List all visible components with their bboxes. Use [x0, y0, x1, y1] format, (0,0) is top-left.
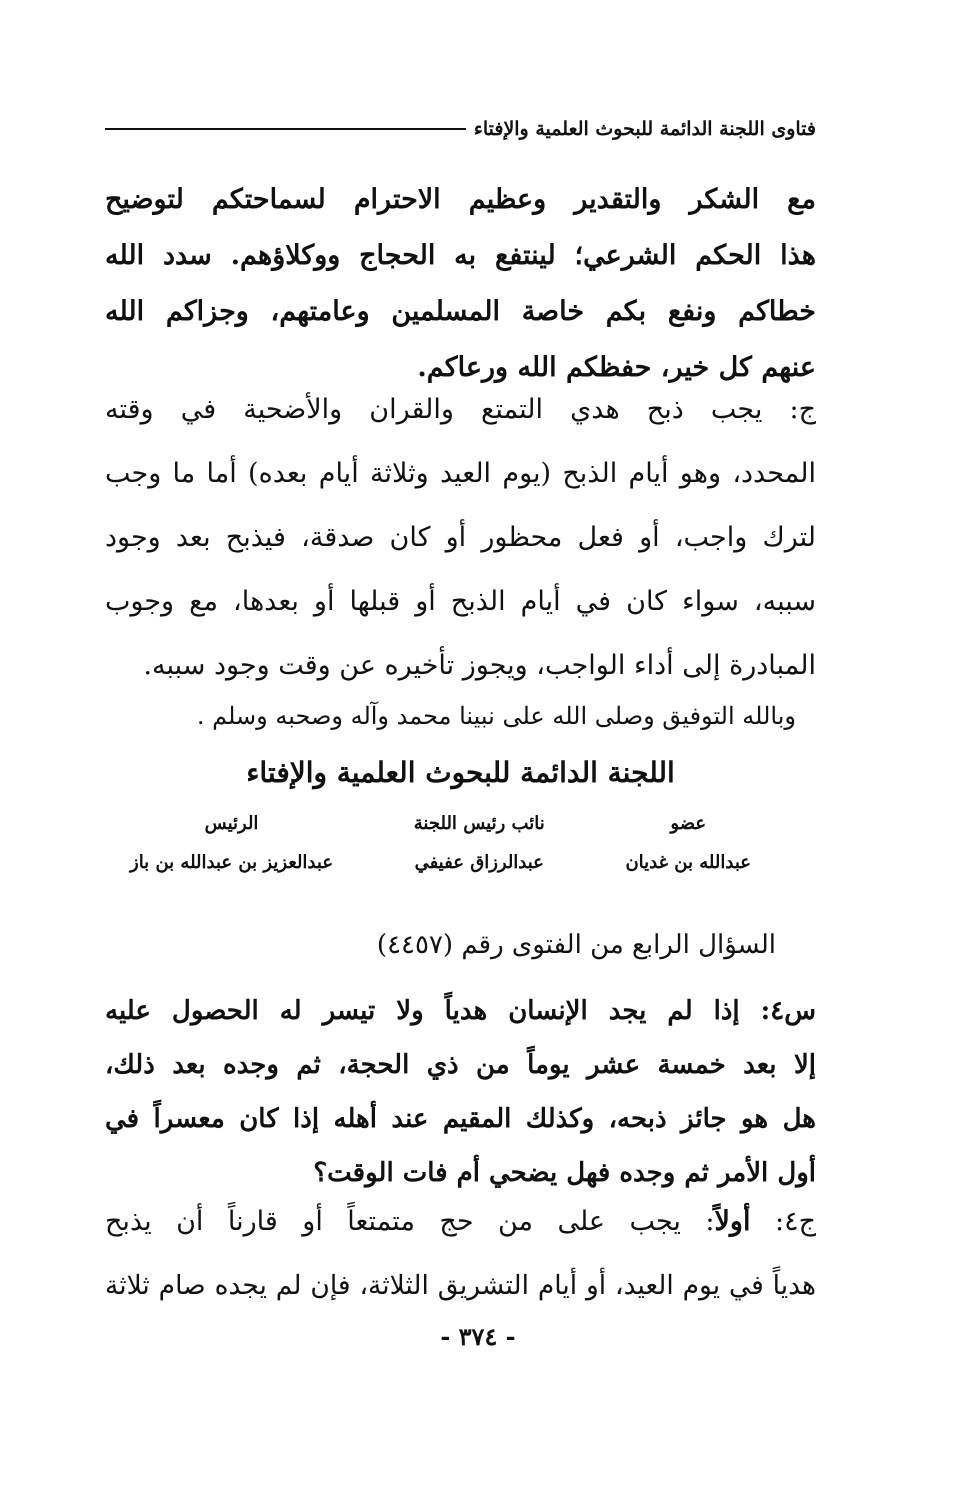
- signatory: [414, 813, 545, 873]
- signatory: [625, 813, 751, 873]
- intro-paragraph: [105, 172, 816, 396]
- signatory-role: نائب رئيس اللجنة: [413, 813, 545, 834]
- answer-line: ج: يجب ذبح هدي التمتع والقران والأضحية في وقته: [105, 394, 816, 425]
- answer2-line: هدياً في يوم العيد، أو أيام التشريق الثلاثة، فإن لم يجده صام ثلاثة: [105, 1270, 816, 1301]
- question-line: إلا بعد خمسة عشر يوماً من ذي الحجة، ثم وجده بعد ذلك،: [105, 1050, 816, 1080]
- signatory-role: عضو: [670, 813, 707, 834]
- answer2-prefix: ج٤:: [750, 1206, 817, 1237]
- running-header: [105, 118, 816, 140]
- answer-line: المحدد، وهو أيام الذبح (يوم العيد وثلاثة أيام بعده) أما ما وجب: [105, 458, 816, 489]
- page-number: - ٣٧٤ -: [440, 1322, 516, 1351]
- signatory-name: عبدالعزيز بن عبدالله بن باز: [130, 852, 334, 873]
- question-paragraph: [105, 984, 816, 1200]
- answer-line: لترك واجب، أو فعل محظور أو كان صدقة، فيذبح بعد وجود: [105, 522, 816, 553]
- answer2-paragraph: [105, 1190, 816, 1318]
- header-title: فتاوى اللجنة الدائمة للبحوث العلمية والإفتاء: [473, 118, 816, 140]
- answer-line: المبادرة إلى أداء الواجب، ويجوز تأخيره عن وقت وجود سببه.: [143, 650, 816, 681]
- answer2-line: [105, 1190, 816, 1254]
- intro-line: خطاكم ونفع بكم خاصة المسلمين وعامتهم، وجزاكم الله: [105, 296, 816, 327]
- answer-line: سببه، سواء كان في أيام الذبح أو قبلها أو بعدها، مع وجوب: [105, 586, 816, 617]
- header-rule: [105, 128, 466, 130]
- signatory-name: عبدالرزاق عفيفي: [414, 852, 544, 873]
- answer2-bold-word: أولاً: [714, 1206, 751, 1237]
- signatory-role: الرئيس: [204, 813, 259, 834]
- signatory-name: عبدالله بن غديان: [625, 852, 751, 873]
- answer-paragraph: [105, 378, 816, 698]
- intro-line: عنهم كل خير، حفظكم الله ورعاكم.: [417, 352, 816, 383]
- intro-line: مع الشكر والتقدير وعظيم الاحترام لسماحتكم لتوضيح: [105, 184, 816, 215]
- question-heading: السؤال الرابع من الفتوى رقم (٤٤٥٧): [376, 930, 776, 960]
- closing-text: وبالله التوفيق وصلى الله على نبينا محمد وآله وصحبه وسلم .: [196, 702, 796, 730]
- intro-line: هذا الحكم الشرعي؛ لينتفع به الحجاج ووكلاؤهم. سدد الله: [105, 240, 816, 271]
- question-line: هل هو جائز ذبحه، وكذلك المقيم عند أهله إذا كان معسراً في: [105, 1104, 816, 1134]
- committee-title: اللجنة الدائمة للبحوث العلمية والإفتاء: [246, 756, 675, 789]
- signatory: [130, 813, 333, 873]
- question-line: س٤: إذا لم يجد الإنسان هدياً ولا تيسر له الحصول عليه: [105, 996, 816, 1026]
- signature-block: [130, 813, 751, 873]
- answer2-line1-rest: : يجب على من حج متمتعاً أو قارناً أن يذبح: [105, 1206, 715, 1237]
- question-line: أول الأمر ثم وجده فهل يضحي أم فات الوقت؟: [313, 1158, 816, 1188]
